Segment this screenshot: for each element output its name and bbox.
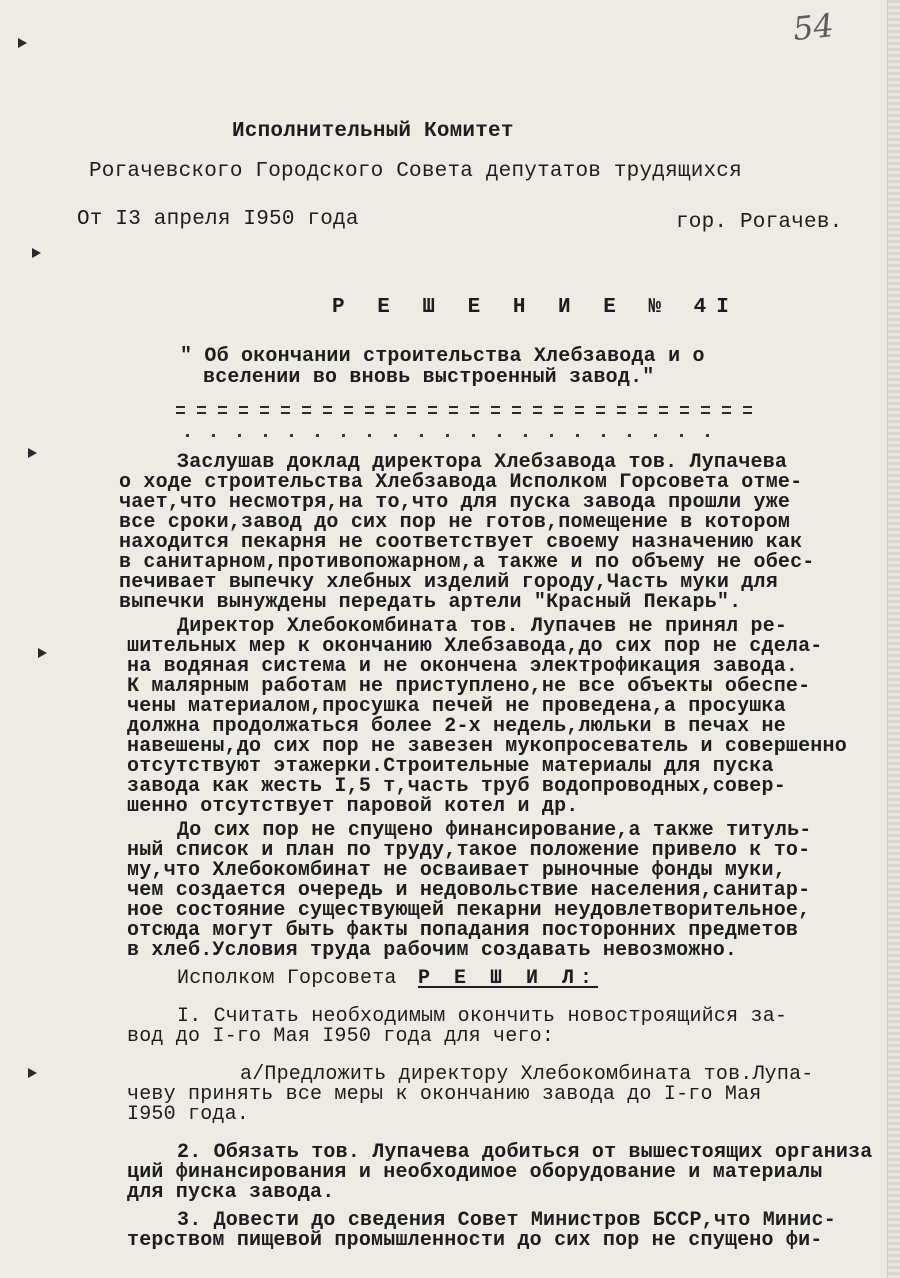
paragraph-2-line: должна продолжаться более 2-х недель,люльки в печах не xyxy=(127,715,786,738)
decision-heading: Р Е Ш И Л: xyxy=(418,967,599,990)
paragraph-3-line: му,что Хлебокомбинат не осваивает рыночные фонды муки, xyxy=(127,859,786,882)
document-date: От I3 апреля I950 года xyxy=(77,208,359,231)
paragraph-3-line: чем создается очередь и недовольствие населения,санитар- xyxy=(127,879,811,902)
paragraph-1-line: все сроки,завод до сих пор не готов,помещение в котором xyxy=(119,511,791,534)
decision-item-1-line: вод до I-го Мая I950 года для чего: xyxy=(127,1025,555,1048)
document-title: Р Е Ш Е Н И Е № 4I xyxy=(332,296,739,319)
committee-name: Исполнительный Комитет xyxy=(232,120,514,143)
handwritten-page-number: 54 xyxy=(791,5,836,49)
punch-mark-icon xyxy=(28,448,37,458)
dotted-line xyxy=(186,434,731,437)
punch-mark-icon xyxy=(32,248,41,258)
document-place: гор. Рогачев. xyxy=(676,211,843,234)
paragraph-3-line: отсюда могут быть факты попадания посторонних предметов xyxy=(127,919,799,942)
paragraph-2-line: Директор Хлебокомбината тов. Лупачев не принял ре- xyxy=(177,615,788,638)
paragraph-1-line: чает,что несмотря,на то,что для пуска завода прошли уже xyxy=(119,491,791,514)
decision-item-1a-line: а/Предложить директору Хлебокомбината тов.Лупа- xyxy=(240,1063,814,1086)
paragraph-1-line: выпечки вынуждены передать артели "Красный Пекарь". xyxy=(119,591,742,614)
paragraph-1-line: печивает выпечку хлебных изделий городу,Часть муки для xyxy=(119,571,778,594)
punch-mark-icon xyxy=(18,38,27,48)
paragraph-2-line: шенно отсутствует паровой котел и др. xyxy=(127,795,579,818)
subject-line-2: вселении во вновь выстроенный завод." xyxy=(203,366,655,389)
paragraph-2-line: К малярным работам не приступлено,не все объекты обеспе- xyxy=(127,675,811,698)
paragraph-1-line: Заслушав доклад директора Хлебзавода тов. Лупачева xyxy=(177,451,788,474)
paragraph-3-line: ный список и план по труду,такое положение привело к то- xyxy=(127,839,811,862)
paragraph-1-line: о ходе строительства Хлебзавода Исполком Горсовета отме- xyxy=(119,471,803,494)
paragraph-3-line: До сих пор не спущено финансирование,а также титуль- xyxy=(177,819,812,842)
paragraph-1-line: в санитарном,противопожарном,а также и по объему не обес- xyxy=(119,551,815,574)
decision-item-1-line: I. Считать необходимым окончить новостроящийся за- xyxy=(177,1005,788,1028)
punch-mark-icon xyxy=(28,1068,37,1078)
paragraph-2-line: на водяная система и не окончена электрофикация завода. xyxy=(127,655,799,678)
punch-mark-icon xyxy=(38,648,47,658)
decision-item-3-line: терством пищевой промышленности до сих пор не спущено фи- xyxy=(127,1229,823,1252)
decision-item-2-line: для пуска завода. xyxy=(127,1181,335,1204)
paragraph-2-line: шительных мер к окончанию Хлебзавода,до сих пор не сдела- xyxy=(127,635,823,658)
decision-item-1a-line: чеву принять все меры к окончанию завода до I-го Мая xyxy=(127,1083,762,1106)
decision-item-2-line: 2. Обязать тов. Лупачева добиться от вышестоящих организа xyxy=(177,1141,873,1164)
paragraph-3-line: в хлеб.Условия труда рабочим создавать невозможно. xyxy=(127,939,738,962)
separator-line xyxy=(176,406,756,416)
paragraph-3-line: ное состояние существующей пекарни неудовлетворительное, xyxy=(127,899,811,922)
decision-item-3-line: 3. Довести до сведения Совет Министров БССР,что Минис- xyxy=(177,1209,836,1232)
paragraph-2-line: отсутствуют этажерки.Строительные материалы для пуска xyxy=(127,755,774,778)
paragraph-1-line: находится пекарня не соответствует своему назначению как xyxy=(119,531,803,554)
decision-item-2-line: ций финансирования и необходимое оборудование и материалы xyxy=(127,1161,823,1184)
decision-intro: Исполком Горсовета xyxy=(177,967,397,990)
binding-edge xyxy=(887,0,900,1278)
paragraph-2-line: чены материалом,просушка печей не проведена,а просушка xyxy=(127,695,786,718)
paragraph-2-line: навешены,до сих пор не завезен мукопросеватель и совершенно xyxy=(127,735,847,758)
decision-item-1a-line: I950 года. xyxy=(127,1103,250,1126)
subject-line-1: " Об окончании строительства Хлебзавода и о xyxy=(180,345,705,368)
paragraph-2-line: завода как жесть I,5 т,часть труб водопроводных,совер- xyxy=(127,775,786,798)
council-name: Рогачевского Городского Совета депутатов трудящихся xyxy=(89,160,742,183)
